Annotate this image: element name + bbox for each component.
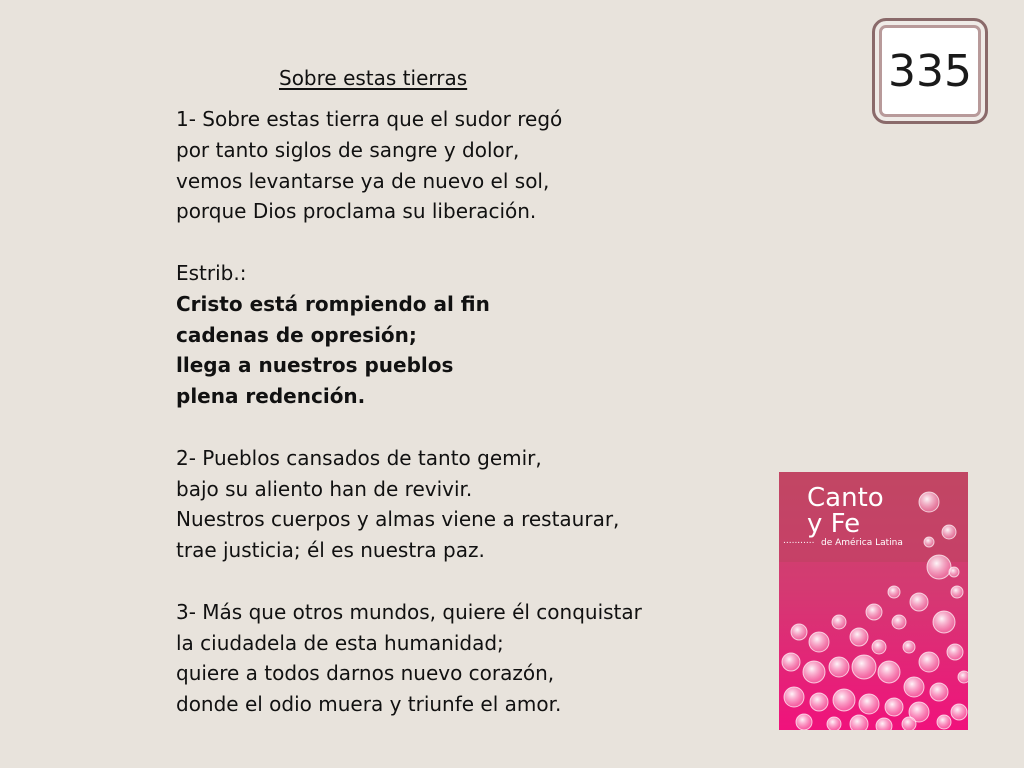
lyric-line: vemos levantarse ya de nuevo el sol, — [176, 168, 550, 193]
stanza-gap — [176, 412, 642, 443]
songbook-cover-image — [779, 472, 968, 730]
lyric-line: porque Dios proclama su liberación. — [176, 199, 537, 224]
cover-subtitle: de América Latina — [821, 538, 903, 548]
cover-dots: ........... — [783, 536, 815, 546]
lyrics-block — [176, 104, 642, 720]
stanza-gap — [176, 227, 642, 258]
lyric-line: la ciudadela de esta humanidad; — [176, 630, 504, 655]
chorus-line: Cristo está rompiendo al fin — [176, 291, 490, 316]
lyric-line: 3- Más que otros mundos, quiere él conquistar — [176, 599, 642, 624]
lyric-line: Estrib.: — [176, 260, 247, 285]
lyric-line: bajo su aliento han de revivir. — [176, 476, 473, 501]
chorus-line: plena redención. — [176, 384, 366, 409]
lyric-line: por tanto siglos de sangre y dolor, — [176, 137, 520, 162]
cover-title-line2: y Fe — [807, 509, 861, 539]
song-number: 335 — [888, 45, 972, 97]
song-title: Sobre estas tierras — [279, 66, 468, 90]
lyric-line: donde el odio muera y triunfe el amor. — [176, 692, 562, 717]
chorus-line: llega a nuestros pueblos — [176, 353, 454, 378]
stanza-gap — [176, 566, 642, 597]
lyric-line: trae justicia; él es nuestra paz. — [176, 538, 485, 563]
lyric-line: Nuestros cuerpos y almas viene a restaurar, — [176, 507, 620, 532]
cover-title-line1: Canto — [807, 483, 884, 513]
lyric-line: 1- Sobre estas tierra que el sudor regó — [176, 107, 563, 131]
lyric-line: 2- Pueblos cansados de tanto gemir, — [176, 445, 542, 470]
song-number-badge — [872, 18, 988, 124]
chorus-line: cadenas de opresión; — [176, 322, 417, 347]
lyric-line: quiere a todos darnos nuevo corazón, — [176, 661, 555, 686]
